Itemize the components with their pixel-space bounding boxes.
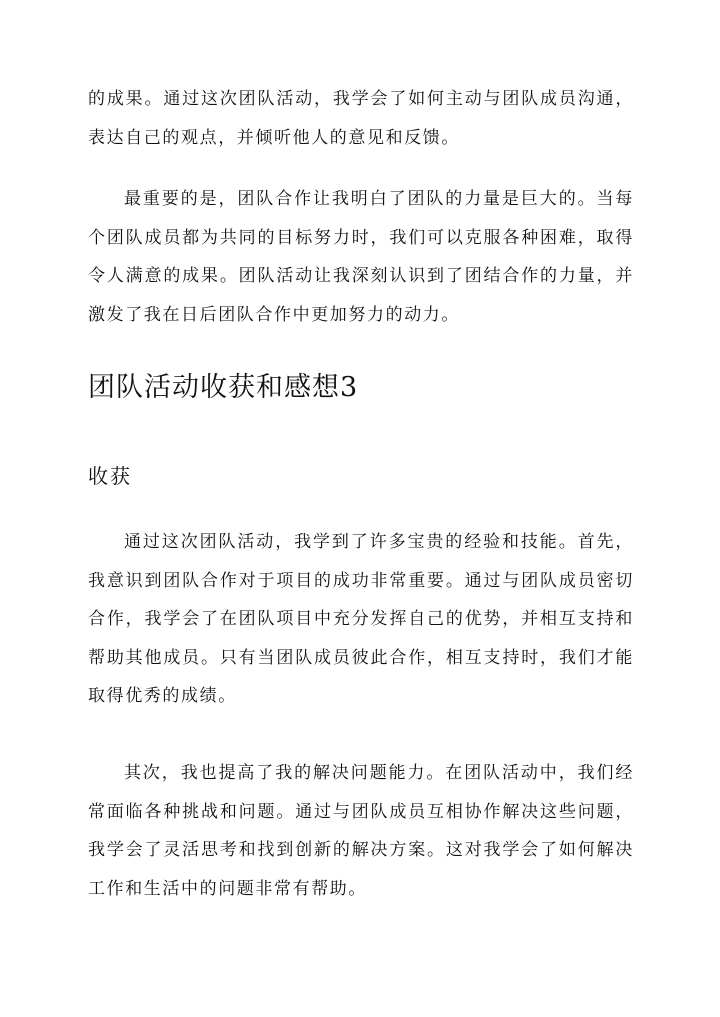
paragraph-most-important: 最重要的是，团队合作让我明白了团队的力量是巨大的。当每个团队成员都为共同的目标努力时，我们可以克服各种困难，取得令人满意的成果。团队活动让我深刻认识到了团结合作的力量，并激发了我在日后团队合作中更加努力的动力。 (88, 189, 634, 325)
section-title: 团队活动收获和感想3 (88, 372, 359, 403)
paragraph-gains-first: 通过这次团队活动，我学到了许多宝贵的经验和技能。首先，我意识到团队合作对于项目的成功非常重要。通过与团队成员密切合作，我学会了在团队项目中充分发挥自己的优势，并相互支持和帮助其他成员。只有当团队成员彼此合作，相互支持时，我们才能取得优秀的成绩。 (88, 532, 634, 706)
subsection-title: 收获 (88, 464, 132, 488)
paragraph-continued: 的成果。通过这次团队活动，我学会了如何主动与团队成员沟通，表达自己的观点，并倾听他人的意见和反馈。 (88, 89, 634, 148)
paragraph-gains-second: 其次，我也提高了我的解决问题能力。在团队活动中，我们经常面临各种挑战和问题。通过与团队成员互相协作解决这些问题，我学会了灵活思考和找到创新的解决方案。这对我学会了如何解决工作和生活中的问题非常有帮助。 (88, 763, 634, 899)
